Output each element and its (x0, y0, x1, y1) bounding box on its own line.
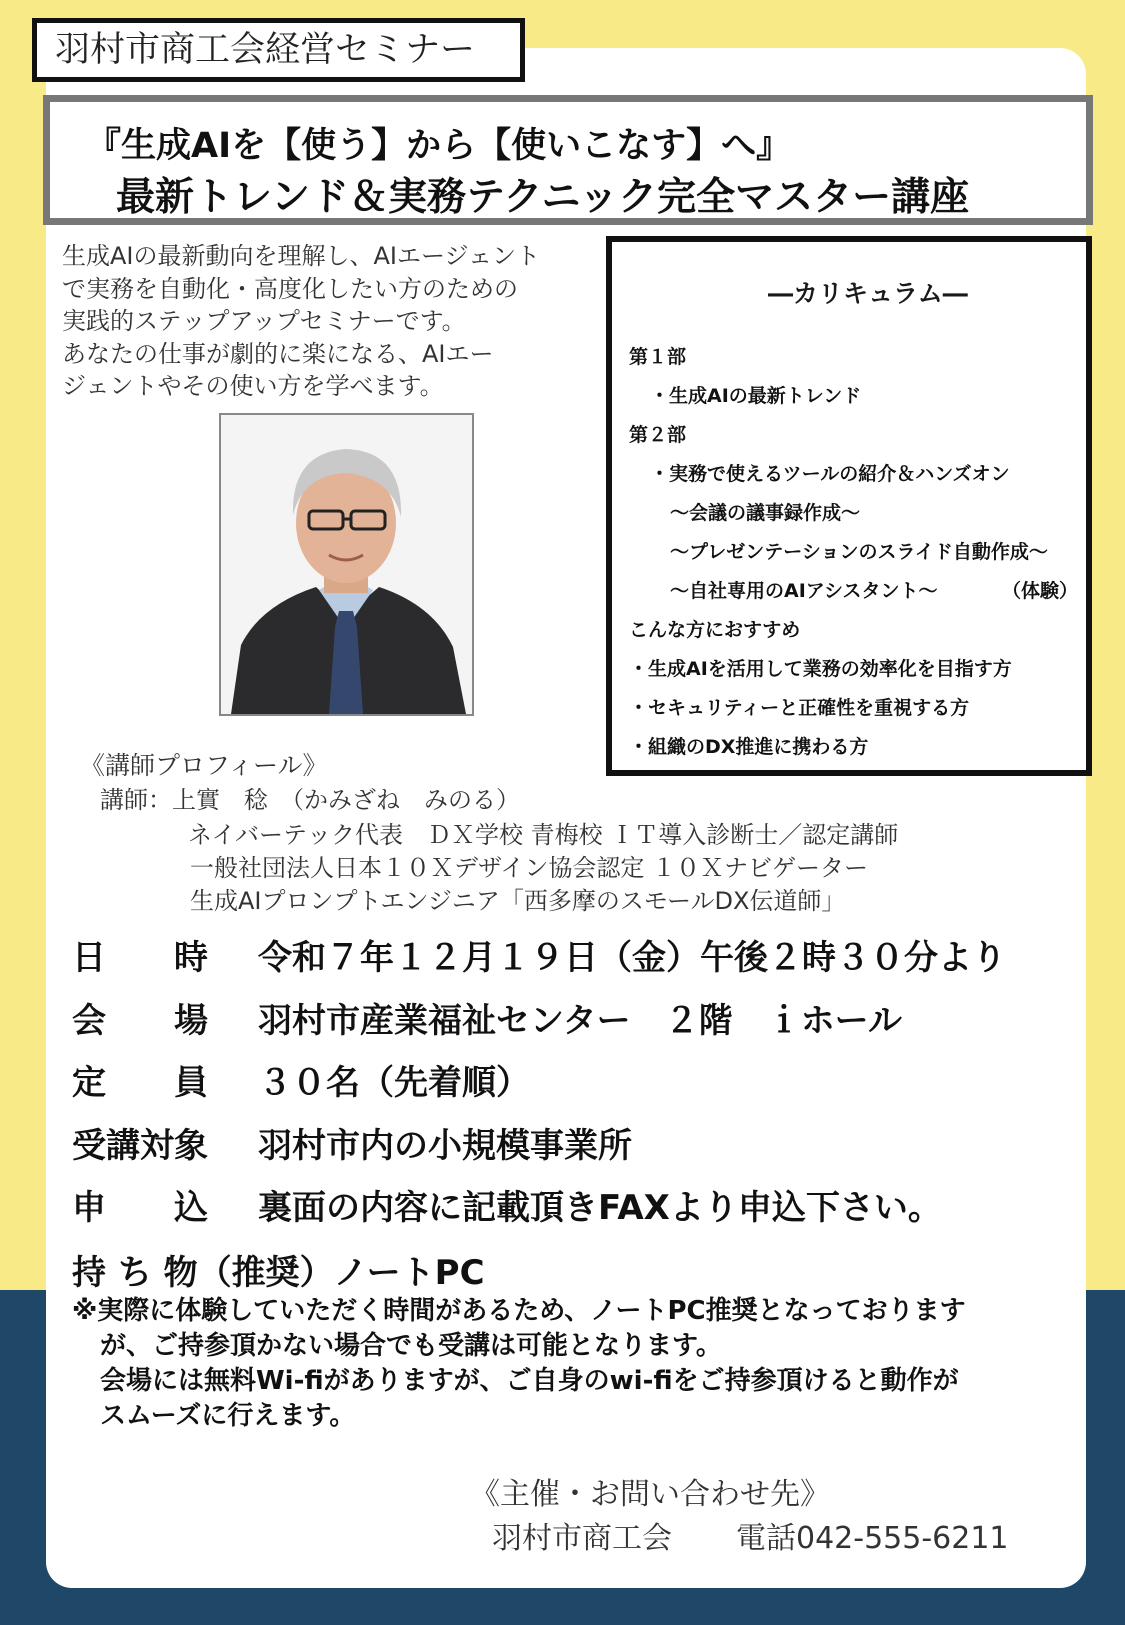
title-banner (43, 95, 1093, 225)
target-value: 羽村市内の小規模事業所 (258, 1126, 632, 1166)
venue-row (72, 993, 902, 1042)
note-line: 会場には無料Wi-fiがありますが、ご自身のwi-fiをご持参頂けると動作が (100, 1366, 959, 1396)
title-line-1: 『生成AIを【使う】から【使いこなす】へ』 (86, 126, 792, 166)
apply-label: 申 込 (72, 1188, 208, 1228)
seminar-series-label: 羽村市商工会経営セミナー (32, 18, 525, 82)
curriculum-subitem: ～会議の議事録作成～ (670, 502, 861, 524)
curriculum-subitem: ～自社専用のAIアシスタント～ (670, 580, 938, 602)
target-row (72, 1118, 632, 1167)
venue-label: 会 場 (72, 1001, 208, 1041)
lecturer-name: 講師：上實 稔 （かみざね みのる） (100, 786, 520, 814)
recommend-item: ・組織のDX推進に携わる方 (629, 736, 869, 758)
contact-phone: 電話042-555-6211 (736, 1521, 1009, 1556)
intro-line: で実務を自動化・高度化したい方のための (62, 274, 518, 303)
date-value: 令和７年１２月１９日（金）午後２時３０分より (258, 938, 1006, 978)
note-line: ※実際に体験していただく時間があるため、ノートPC推奨となっております (72, 1296, 966, 1326)
contact-info (492, 1513, 1009, 1557)
recommend-title: こんな方におすすめ (629, 619, 801, 641)
intro-line: ジェントやその使い方を学べます。 (62, 372, 444, 400)
curriculum-title: ―カリキュラム― (768, 279, 968, 308)
intro-text (62, 240, 602, 403)
lecturer-photo (219, 413, 474, 716)
contact-heading: 《主催・お問い合わせ先》 (470, 1477, 830, 1512)
apply-row (72, 1180, 942, 1229)
curriculum-subitem: ～プレゼンテーションのスライド自動作成～ (670, 541, 1048, 563)
curriculum-box (606, 236, 1092, 776)
curriculum-item: ・生成AIの最新トレンド (650, 385, 862, 407)
capacity-value: ３０名（先着順） (258, 1063, 530, 1103)
date-label: 日 時 (72, 938, 208, 978)
capacity-row (72, 1055, 530, 1104)
curriculum-part-2: 第２部 (629, 424, 687, 446)
apply-value: 裏面の内容に記載頂きFAXより申込下さい。 (258, 1188, 942, 1228)
curriculum-item: ・実務で使えるツールの紹介＆ハンズオン (650, 463, 1010, 485)
lecturer-title: 生成AIプロンプトエンジニア「西多摩のスモールDX伝道師」 (190, 887, 846, 915)
venue-value: 羽村市産業福祉センター ２階 ｉホール (258, 1001, 902, 1041)
intro-line: あなたの仕事が劇的に楽になる、AIエー (62, 339, 494, 368)
recommend-item: ・生成AIを活用して業務の効率化を目指す方 (629, 658, 1012, 680)
curriculum-part-1: 第１部 (629, 346, 687, 368)
intro-line: 実践的ステップアップセミナーです。 (62, 307, 466, 335)
lecturer-portrait-icon (221, 415, 472, 714)
date-row (72, 930, 1006, 979)
lecturer-profile-heading: 《講師プロフィール》 (80, 751, 328, 780)
recommend-item: ・セキュリティーと正確性を重視する方 (629, 697, 970, 719)
title-line-2: 最新トレンド＆実務テクニック完全マスター講座 (116, 175, 970, 220)
note-line: スムーズに行えます。 (100, 1401, 356, 1431)
lecturer-title: ネイバーテック代表 ＤＸ学校 青梅校 ＩＴ導入診断士／認定講師 (188, 821, 899, 849)
note-line: が、ご持参頂かない場合でも受講は可能となります。 (100, 1331, 722, 1361)
lecturer-title: 一般社団法人日本１０Ｘデザイン協会認定 １０Ｘナビゲーター (190, 854, 868, 882)
bring-row: 持 ち 物（推奨）ノートPC (72, 1253, 485, 1293)
contact-org: 羽村市商工会 (492, 1521, 672, 1556)
capacity-label: 定 員 (72, 1063, 208, 1103)
intro-line: 生成AIの最新動向を理解し、AIエージェント (62, 242, 541, 270)
curriculum-hands-on-note: （体験） (1002, 580, 1079, 602)
target-label: 受講対象 (72, 1126, 208, 1166)
